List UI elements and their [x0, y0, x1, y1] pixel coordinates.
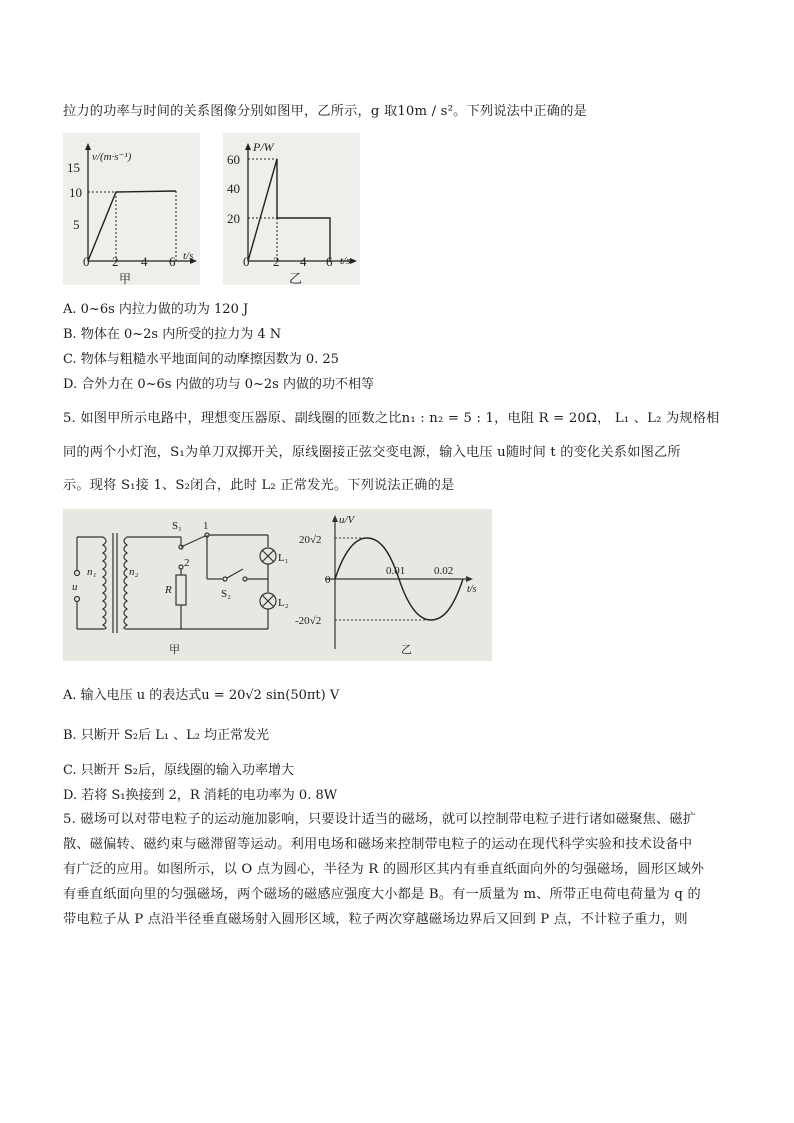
wave-ymax: 20√2	[299, 534, 322, 546]
label-n1: n₁	[87, 566, 97, 578]
jia-ytick-15: 15	[67, 160, 80, 175]
q5-stem-line-2: 同的两个小灯泡，S₁为单刀双掷开关，原线圈接正弦交变电源，输入电压 u随时间 t 的变化关系如图乙所	[63, 445, 681, 460]
q4-option-b: B. 物体在 0~2s 内所受的拉力为 4 N	[63, 327, 282, 342]
q4-option-d: D. 合外力在 0~6s 内做的功与 0~2s 内做的功不相等	[63, 377, 374, 392]
q5-figure	[63, 509, 492, 661]
wave-caption: 乙	[401, 644, 412, 656]
q6-line-5: 带电粒子从 P 点沿半径垂直磁场射入圆形区域，粒子两次穿越磁场边界后又回到 P 点，不计粒子重力，则	[63, 912, 688, 927]
q5-stem-line-3: 示。现将 S₁接 1、S₂闭合，此时 L₂ 正常发光。下列说法正确的是	[63, 478, 455, 493]
voltage-waveform	[325, 515, 473, 649]
yi-xtick-2: 2	[273, 254, 280, 269]
wave-xunit: t/s	[467, 584, 477, 595]
label-u: u	[72, 581, 78, 593]
q5-option-d: D. 若将 S₁换接到 2，R 消耗的电功率为 0. 8W	[63, 788, 338, 803]
q5-option-b: B. 只断开 S₂后 L₁ 、L₂ 均正常发光	[63, 728, 270, 743]
yi-xtick-6: 6	[326, 254, 333, 269]
yi-ytick-20: 20	[227, 211, 240, 226]
yi-ytick-60: 60	[227, 152, 240, 167]
q6-line-3: 有广泛的应用。如图所示，以 O 点为圆心，半径为 R 的圆形区其内有垂直纸面向外的匀强磁场，圆形区域外	[63, 862, 705, 877]
jia-xtick-4: 4	[141, 254, 148, 269]
wave-xtick-002: 0.02	[434, 565, 454, 577]
yi-xunit: t/s	[340, 255, 351, 267]
circuit-diagram	[75, 533, 277, 633]
power-line	[248, 159, 330, 261]
yi-ytick-40: 40	[227, 181, 240, 196]
q5-option-c: C. 只断开 S₂后，原线圈的输入功率增大	[63, 763, 294, 778]
jia-xtick-0: 0	[83, 254, 90, 269]
q6-line-4: 有垂直纸面向里的匀强磁场，两个磁场的磁感应强度大小都是 B。有一质量为 m、所带正电荷电荷量为 q 的	[63, 887, 701, 902]
label-S2: S₂	[221, 588, 231, 600]
label-pos2: 2	[184, 557, 190, 569]
q4-figure-jia	[63, 133, 200, 285]
label-L2: L₂	[278, 597, 289, 609]
yi-caption: 乙	[289, 271, 303, 285]
wave-ylabel: u/V	[339, 514, 355, 526]
q4-option-a: A. 0~6s 内拉力做的功为 120 J	[63, 302, 249, 317]
label-n2: n₂	[129, 566, 139, 578]
q6-line-2: 散、磁偏转、磁约束与磁滞留等运动。利用电场和磁场来控制带电粒子的运动在现代科学实验和技术设备中	[63, 837, 693, 852]
label-L1: L₁	[278, 552, 289, 564]
label-R: R	[165, 584, 172, 596]
label-S1: S₁	[172, 520, 182, 532]
q5-option-a: A. 输入电压 u 的表达式u = 20√2 sin(50πt) V	[63, 688, 340, 703]
jia-xtick-6: 6	[169, 254, 176, 269]
q4-option-c: C. 物体与粗糙水平地面间的动摩擦因数为 0. 25	[63, 352, 339, 367]
yi-xtick-4: 4	[300, 254, 307, 269]
q4-figure-yi	[223, 133, 360, 285]
yi-ylabel: P/W	[253, 140, 274, 154]
wave-xtick-001: 0.01	[386, 565, 406, 577]
jia-caption: 甲	[119, 272, 132, 285]
circuit-caption: 甲	[169, 644, 180, 656]
label-pos1: 1	[203, 520, 209, 532]
jia-ytick-10: 10	[69, 185, 82, 200]
wave-ymin: -20√2	[295, 615, 322, 627]
jia-ylabel: v/(m·s⁻¹)	[92, 151, 132, 163]
velocity-line	[88, 191, 176, 261]
jia-xunit: t/s	[183, 250, 194, 262]
yi-xtick-0: 0	[243, 254, 250, 269]
jia-xtick-2: 2	[112, 254, 119, 269]
jia-ytick-5: 5	[73, 217, 80, 232]
q5-stem-line-1: 5. 如图甲所示电路中，理想变压器原、副线圈的匝数之比n₁ : n₂ = 5 : 1，电阻 R = 20Ω， L₁ 、L₂ 为规格相	[63, 411, 720, 426]
q6-line-1: 5. 磁场可以对带电粒子的运动施加影响，只要设计适当的磁场，就可以控制带电粒子进行诸如磁聚焦、磁扩	[63, 812, 697, 827]
q4-stem: 拉力的功率与时间的关系图像分别如图甲，乙所示，g 取10m / s²。下列说法中正确的是	[63, 104, 587, 119]
wave-zero: 0	[325, 574, 331, 586]
